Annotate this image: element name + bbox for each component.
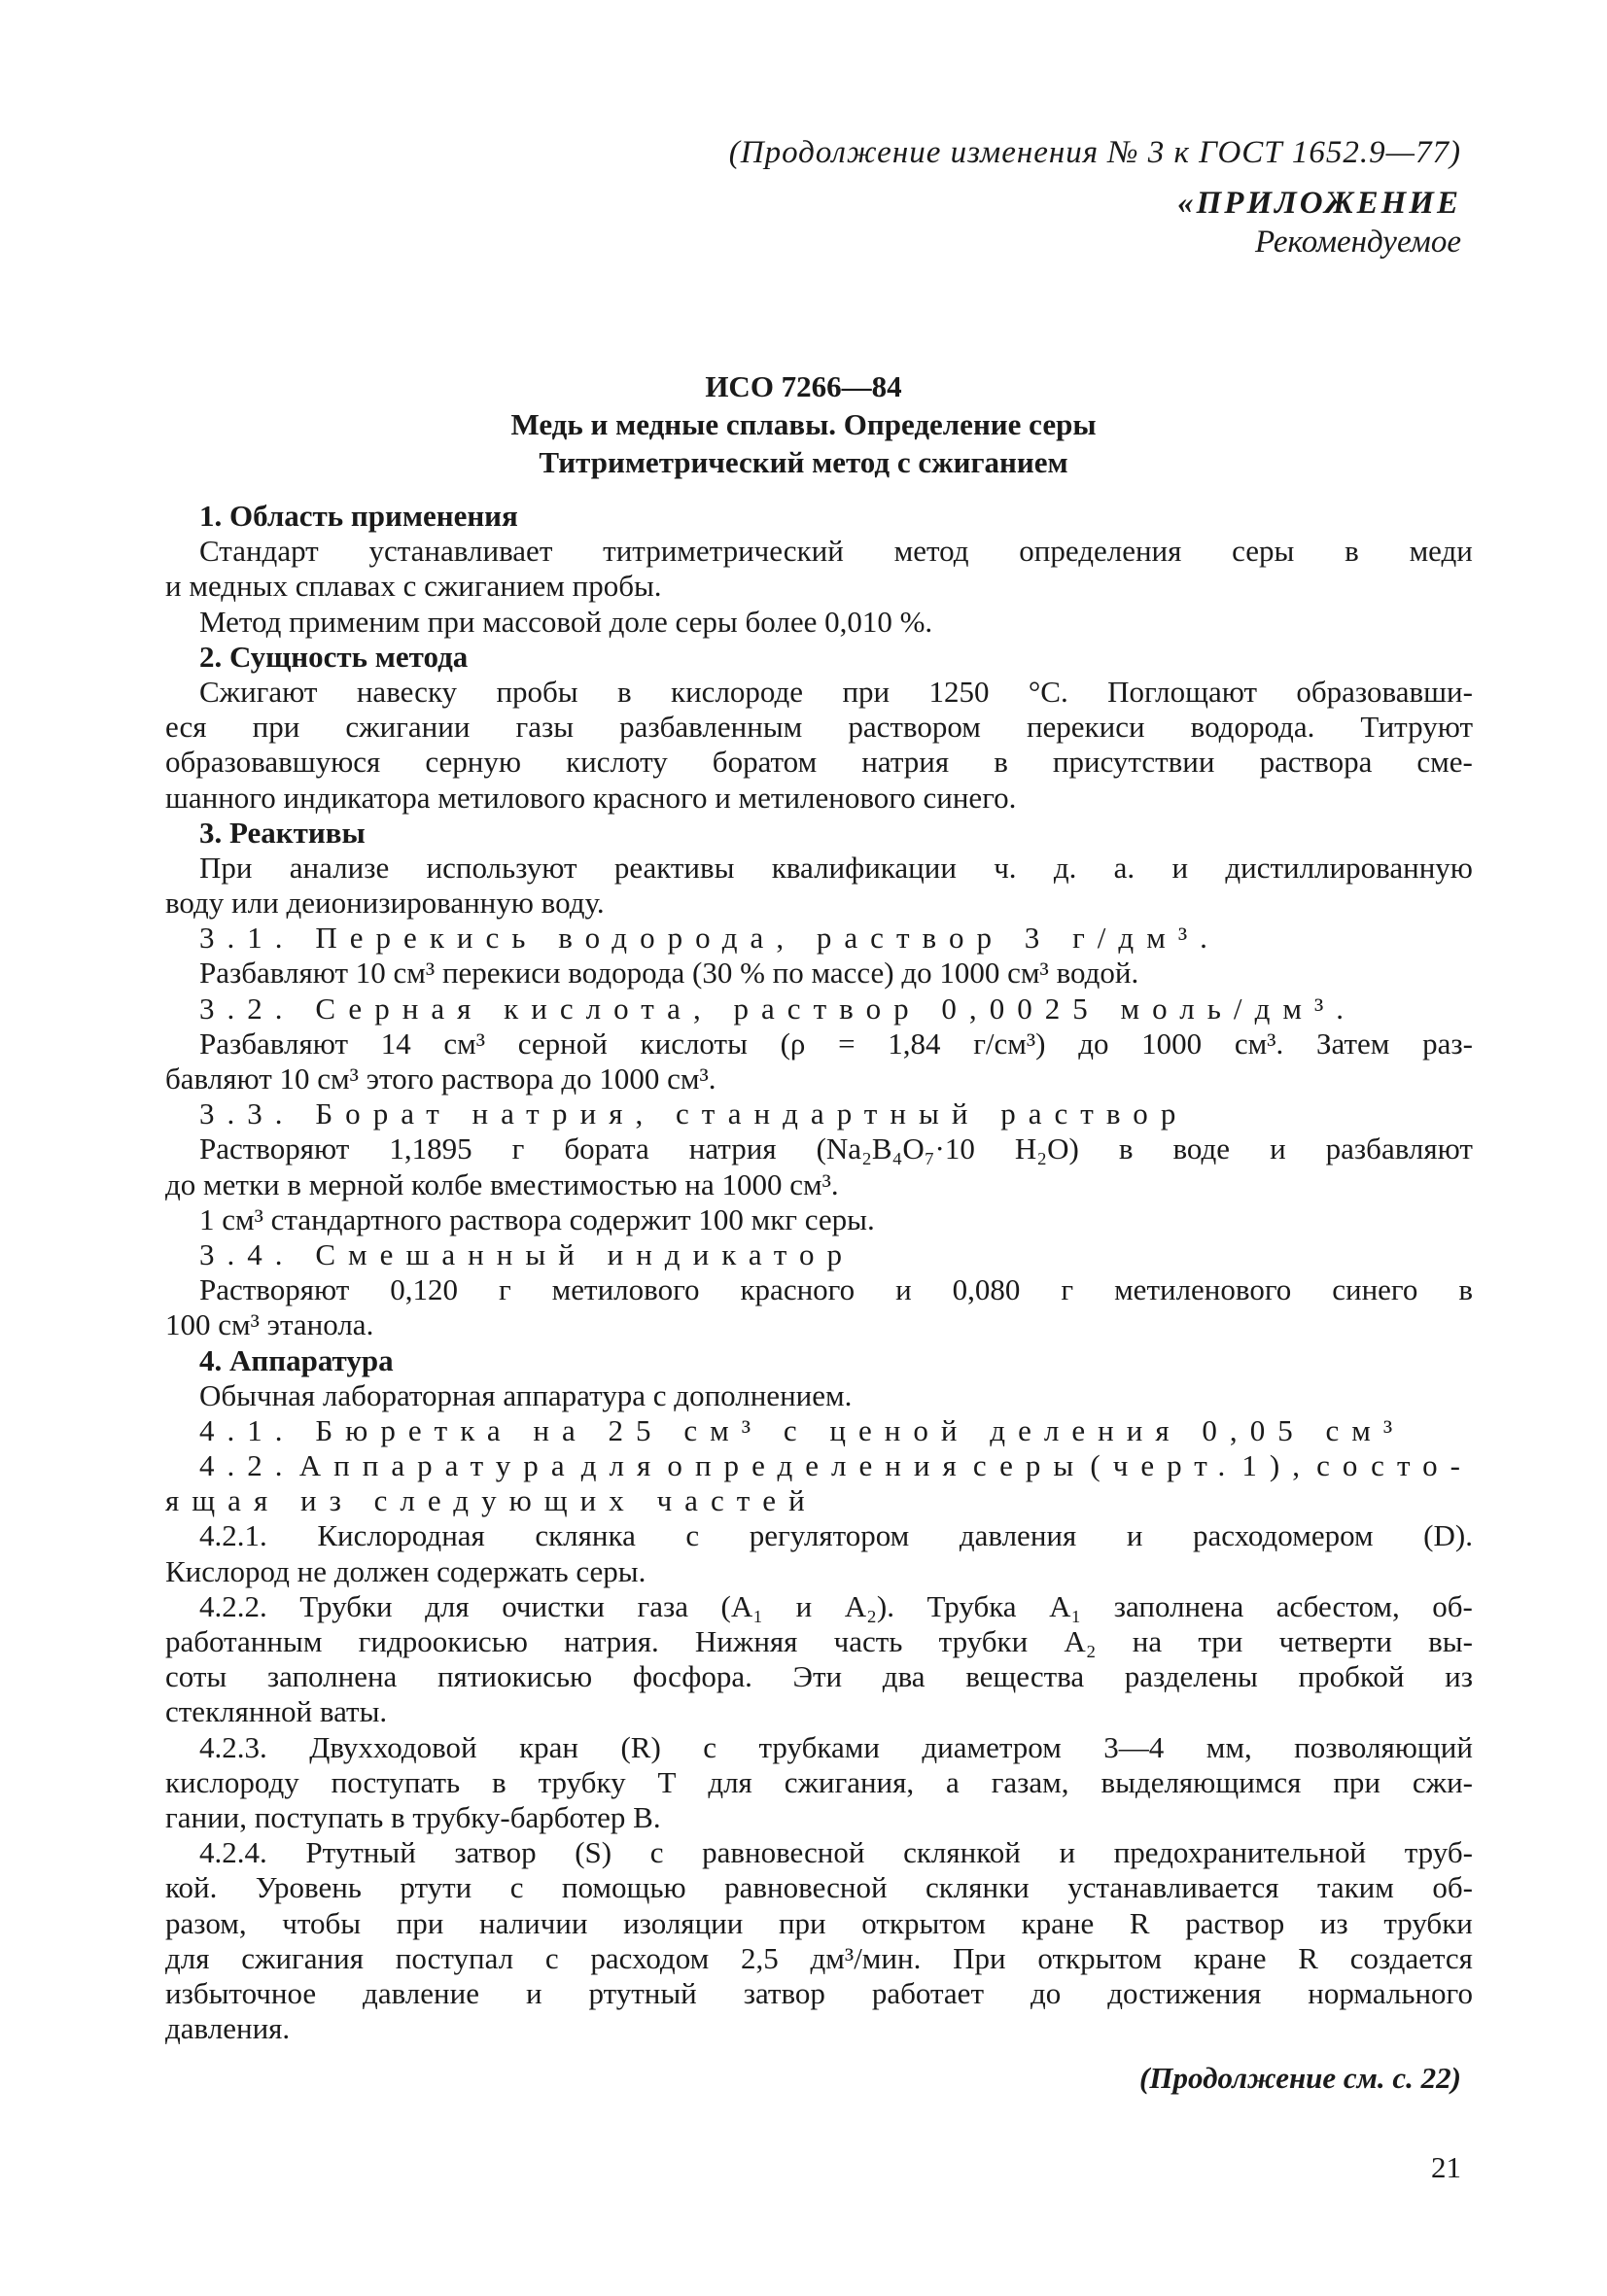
text-line xyxy=(165,1870,1473,1905)
word: Разбавляют xyxy=(199,1026,349,1061)
word: в xyxy=(617,674,632,709)
word: кране xyxy=(1021,1905,1095,1940)
word: в xyxy=(994,745,1008,780)
line-text: 3.1. Перекись водорода, раствор 3 г/дм³. xyxy=(199,921,1220,956)
word: из xyxy=(1445,1659,1473,1694)
text-line xyxy=(165,1976,1473,2011)
word: регулятором xyxy=(749,1518,910,1553)
word: Титруют xyxy=(1360,710,1473,745)
word: и xyxy=(795,1588,813,1623)
text-line xyxy=(165,1941,1473,1976)
word: разбавляют xyxy=(1325,1131,1473,1166)
word: °С. xyxy=(1028,674,1068,709)
word: трубками xyxy=(758,1729,880,1764)
word: д. xyxy=(1053,850,1077,885)
word: заполнена xyxy=(266,1659,398,1694)
text-line xyxy=(165,534,1473,569)
word: устанавливает xyxy=(368,534,553,569)
word: При xyxy=(953,1940,1006,1975)
word: раствором xyxy=(848,710,981,745)
section-heading xyxy=(165,499,1473,534)
word: серы xyxy=(1232,534,1295,569)
word: трубку xyxy=(538,1764,626,1799)
word: равновесной xyxy=(702,1835,865,1870)
word: (S) xyxy=(575,1835,612,1870)
word: натрия. xyxy=(564,1624,659,1658)
word: Ртутный xyxy=(305,1835,416,1870)
line-text: 4. Аппаратура xyxy=(199,1342,394,1377)
text-line xyxy=(165,1659,1473,1694)
text-line xyxy=(165,1448,1473,1483)
word: на xyxy=(1132,1624,1163,1658)
word: изоляции xyxy=(623,1905,744,1940)
word: 1,84 xyxy=(888,1026,941,1061)
continuation-footer: (Продолжение см. с. 22) xyxy=(1139,2061,1461,2095)
word: гидроокисью xyxy=(358,1624,528,1658)
word: для xyxy=(580,1448,664,1483)
word: г/см³) xyxy=(973,1026,1046,1061)
word: Затем xyxy=(1315,1026,1390,1061)
word: раствора xyxy=(1259,745,1373,780)
word: разделены xyxy=(1124,1659,1258,1694)
word: при xyxy=(842,674,891,709)
continuation-header: (Продолжение изменения № 3 к ГОСТ 1652.9—77) xyxy=(728,135,1461,170)
word: до xyxy=(1078,1026,1109,1061)
word: а. xyxy=(1113,850,1135,885)
word: Аппаратура xyxy=(298,1448,577,1483)
word: для xyxy=(425,1588,470,1623)
text-line xyxy=(165,1624,1473,1659)
word: труб- xyxy=(1404,1835,1473,1870)
word: кислоту xyxy=(566,745,668,780)
text-line xyxy=(165,1167,1473,1202)
word: затвор xyxy=(743,1975,825,2010)
word: в xyxy=(492,1764,507,1799)
word: мм, xyxy=(1205,1729,1252,1764)
section-heading xyxy=(165,816,1473,851)
word: газам, xyxy=(991,1764,1069,1799)
text-line xyxy=(165,1026,1473,1061)
word: вы- xyxy=(1428,1624,1473,1658)
word: метиленового xyxy=(1114,1272,1292,1307)
word: соты xyxy=(165,1659,227,1694)
word: состо- xyxy=(1316,1448,1473,1483)
word: часть xyxy=(833,1624,903,1658)
line-text: шанного индикатора метилового красного и метиленового синего. xyxy=(165,780,1017,815)
line-text: 3.4. Смешанный индикатор xyxy=(199,1236,855,1271)
appendix-title: «ПРИЛОЖЕНИЕ xyxy=(1177,186,1461,221)
text-line xyxy=(165,569,1473,604)
line-text: и медных сплавах с сжиганием пробы. xyxy=(165,569,662,604)
text-line xyxy=(165,1730,1473,1765)
line-text: давления. xyxy=(165,2011,291,2046)
word: боратом xyxy=(712,745,818,780)
word: пробкой xyxy=(1298,1659,1405,1694)
word: об- xyxy=(1432,1588,1473,1623)
word: (R) xyxy=(620,1729,661,1764)
word: метилового xyxy=(551,1272,700,1307)
word: склянка xyxy=(535,1518,636,1553)
word: дистиллированную xyxy=(1225,850,1473,885)
text-line xyxy=(165,1835,1473,1870)
word: = xyxy=(838,1026,856,1061)
page-number: 21 xyxy=(1431,2150,1461,2184)
line-text: Метод применим при массовой доле серы более 0,010 %. xyxy=(199,604,933,639)
word: два xyxy=(882,1659,926,1694)
word: асбестом, xyxy=(1275,1588,1400,1623)
word: Поглощают xyxy=(1107,674,1258,709)
appendix-subtitle: Рекомендуемое xyxy=(1254,225,1461,260)
line-text: 1 см³ стандартного раствора содержит 100 мкг серы. xyxy=(199,1201,875,1236)
word: Двухходовой xyxy=(309,1729,477,1764)
text-line xyxy=(165,1518,1473,1553)
line-text: 1. Область применения xyxy=(199,499,518,533)
word: трубки xyxy=(938,1624,1029,1658)
line-text: до метки в мерной колбе вместимостью на 1000 см³. xyxy=(165,1166,839,1201)
word: (ρ xyxy=(780,1026,806,1061)
line-text: Разбавляют 10 см³ перекиси водорода (30 % по массе) до 1000 см³ водой. xyxy=(199,956,1139,991)
word: H₂O) xyxy=(1014,1131,1079,1166)
word: ртути xyxy=(400,1870,472,1905)
text-line xyxy=(165,1061,1473,1096)
word: и xyxy=(1126,1518,1143,1553)
text-line xyxy=(165,956,1473,991)
word: 1250 xyxy=(928,674,990,709)
line-text: 3. Реактивы xyxy=(199,815,366,850)
word: Трубки xyxy=(299,1588,393,1623)
word: Уровень xyxy=(255,1870,362,1905)
word: A₁ xyxy=(1049,1588,1082,1623)
word: об- xyxy=(1432,1870,1473,1905)
text-line xyxy=(165,781,1473,816)
word: перекиси xyxy=(1026,710,1145,745)
word: очистки xyxy=(502,1588,606,1623)
word: и xyxy=(1171,850,1189,885)
word: сжигании xyxy=(345,710,471,745)
text-line xyxy=(165,1131,1473,1166)
word: сжигания xyxy=(241,1940,364,1975)
word: достижения xyxy=(1107,1975,1262,2010)
text-line xyxy=(165,1272,1473,1307)
word: Эти xyxy=(792,1659,843,1694)
word: воде xyxy=(1172,1131,1231,1166)
word: поступал xyxy=(395,1940,514,1975)
word: синего xyxy=(1332,1272,1418,1307)
word: выделяющимся xyxy=(1100,1764,1302,1799)
word: титриметрический xyxy=(603,534,844,569)
word: Растворяют xyxy=(199,1272,350,1307)
text-line xyxy=(165,1554,1473,1589)
word: (Na₂B₄O₇·10 xyxy=(816,1131,975,1166)
word: см³. xyxy=(1234,1026,1284,1061)
word: квалификации xyxy=(771,850,957,885)
word: в xyxy=(1118,1131,1134,1166)
word: при xyxy=(778,1905,826,1940)
word: предохранительной xyxy=(1113,1835,1367,1870)
word: устанавливается xyxy=(1067,1870,1279,1905)
word: для xyxy=(708,1764,752,1799)
text-line xyxy=(165,921,1473,956)
word: водорода. xyxy=(1190,710,1315,745)
word: образовавши- xyxy=(1296,674,1473,709)
word: для xyxy=(165,1940,210,1975)
word: сжи- xyxy=(1412,1764,1473,1799)
word: расходом xyxy=(590,1940,710,1975)
word: кране xyxy=(1193,1940,1267,1975)
word: ртутный xyxy=(588,1975,697,2010)
line-text: стеклянной ваты. xyxy=(165,1694,388,1729)
text-line xyxy=(165,851,1473,886)
text-line xyxy=(165,1589,1473,1624)
text-line xyxy=(165,991,1473,1026)
word: меди xyxy=(1409,534,1473,569)
word: избыточное xyxy=(165,1975,317,2010)
word: 4.2.2. xyxy=(199,1588,267,1623)
word: навеску xyxy=(356,674,458,709)
word: пробы xyxy=(496,674,578,709)
word: Стандарт xyxy=(199,534,319,569)
word: натрия xyxy=(688,1131,777,1166)
word: A₂ xyxy=(1064,1624,1097,1658)
word: четверти xyxy=(1278,1624,1392,1658)
text-line xyxy=(165,1694,1473,1729)
word: помощью xyxy=(561,1870,686,1905)
word: сме- xyxy=(1416,745,1473,780)
word: Сжигают xyxy=(199,674,318,709)
word: сжигания, xyxy=(784,1764,915,1799)
word: поступать xyxy=(331,1764,461,1799)
word: при xyxy=(252,710,300,745)
word: серы xyxy=(972,1448,1087,1483)
word: склянки xyxy=(925,1870,1030,1905)
line-text: Кислород не должен содержать серы. xyxy=(165,1553,646,1588)
word: натрия xyxy=(861,745,950,780)
word: газа xyxy=(637,1588,689,1623)
word: метод xyxy=(893,534,969,569)
word: кислоты xyxy=(640,1026,748,1061)
line-text: 3.2. Серная кислота, раствор 0,0025 моль/дм³. xyxy=(199,991,1357,1026)
word: таким xyxy=(1316,1870,1394,1905)
word: заполнена xyxy=(1113,1588,1244,1623)
word: с xyxy=(703,1729,717,1764)
text-line xyxy=(165,1096,1473,1131)
word: R xyxy=(1298,1940,1318,1975)
word: красного xyxy=(740,1272,856,1307)
word: Трубка xyxy=(926,1588,1017,1623)
word: при xyxy=(396,1905,444,1940)
word: пятиокисью xyxy=(437,1659,593,1694)
standard-number: ИСО 7266—84 xyxy=(705,369,902,403)
body-text xyxy=(165,499,1473,2046)
word: открытом xyxy=(861,1905,986,1940)
word: из xyxy=(1319,1905,1348,1940)
line-text: 100 см³ этанола. xyxy=(165,1307,374,1342)
text-line xyxy=(165,2011,1473,2046)
line-text: Обычная лабораторная аппаратура с дополнением. xyxy=(199,1377,853,1412)
word: с xyxy=(685,1518,700,1553)
line-text: воду или деионизированную воду. xyxy=(165,886,605,921)
word: 1), xyxy=(1241,1448,1312,1483)
word: разбавленным xyxy=(619,710,803,745)
word: вещества xyxy=(965,1659,1085,1694)
text-line xyxy=(165,1378,1473,1413)
text-line xyxy=(165,745,1473,780)
line-text: 3.3. Борат натрия, стандартный раствор xyxy=(199,1096,1189,1131)
word: раствор xyxy=(1185,1905,1285,1940)
word: фосфора. xyxy=(632,1659,752,1694)
word: а xyxy=(946,1764,960,1799)
word: г xyxy=(1061,1272,1074,1307)
text-line xyxy=(165,1413,1473,1448)
word: кой. xyxy=(165,1870,218,1905)
word: 0,120 xyxy=(390,1272,459,1307)
section-heading xyxy=(165,1343,1473,1378)
text-line xyxy=(165,710,1473,745)
word: склянкой xyxy=(903,1835,1021,1870)
word: 4.2.1. xyxy=(199,1518,267,1553)
text-line xyxy=(165,675,1473,710)
word: давление xyxy=(363,1975,479,2010)
word: наличии xyxy=(479,1905,588,1940)
document-title-block xyxy=(0,367,1607,481)
word: кислороде xyxy=(671,674,804,709)
word: Кислородная xyxy=(317,1518,485,1553)
word: Нижняя xyxy=(694,1624,798,1658)
word: определения xyxy=(667,1448,969,1483)
word: г xyxy=(511,1131,525,1166)
word: нормального xyxy=(1308,1975,1473,2010)
text-line xyxy=(165,1800,1473,1835)
word: три xyxy=(1198,1624,1243,1658)
word: затвор xyxy=(454,1835,537,1870)
word: 2,5 xyxy=(741,1940,779,1975)
word: и xyxy=(895,1272,912,1307)
word: еся xyxy=(165,710,207,745)
word: с xyxy=(544,1940,559,1975)
word: кран xyxy=(519,1729,579,1764)
word: (D). xyxy=(1423,1518,1473,1553)
word: бората xyxy=(564,1131,649,1166)
word: образовавшуюся xyxy=(165,745,381,780)
line-text: гании, поступать в трубку-барботер B. xyxy=(165,1799,661,1834)
word: открытом xyxy=(1037,1940,1163,1975)
text-line xyxy=(165,1202,1473,1237)
word: см³ xyxy=(443,1026,486,1061)
word: с xyxy=(649,1835,664,1870)
word: работанным xyxy=(165,1624,323,1658)
word: диаметром xyxy=(922,1729,1062,1764)
word: 14 xyxy=(380,1026,411,1061)
word: и xyxy=(1059,1835,1076,1870)
word: 1000 xyxy=(1141,1026,1203,1061)
word: в xyxy=(1345,534,1359,569)
word: создается xyxy=(1349,1940,1473,1975)
word: При xyxy=(199,850,253,885)
text-line xyxy=(165,1307,1473,1342)
word: определения xyxy=(1019,534,1182,569)
text-line xyxy=(165,1906,1473,1941)
word: 4.2.3. xyxy=(199,1729,267,1764)
word: реактивы xyxy=(613,850,735,885)
word: работает xyxy=(871,1975,984,2010)
word: кислороду xyxy=(165,1764,299,1799)
word: дм³/мин. xyxy=(810,1940,922,1975)
word: 1,1895 xyxy=(389,1131,472,1166)
line-text: 2. Сущность метода xyxy=(199,639,469,674)
word: давления xyxy=(959,1518,1077,1553)
word: 3—4 xyxy=(1103,1729,1165,1764)
word: газы xyxy=(515,710,575,745)
line-text: 4.1. Бюретка на 25 см³ с ценой деления 0,05 см³ xyxy=(199,1412,1406,1447)
word: Растворяют xyxy=(199,1131,350,1166)
word: и xyxy=(525,1975,542,2010)
word: 4.2. xyxy=(199,1448,296,1483)
word: чтобы xyxy=(282,1905,362,1940)
section-heading xyxy=(165,640,1473,675)
word: с xyxy=(509,1870,524,1905)
text-line xyxy=(165,1483,1473,1518)
word: расходомером xyxy=(1192,1518,1374,1553)
word: серной xyxy=(517,1026,608,1061)
word: используют xyxy=(426,850,577,885)
line-text: бавляют 10 см³ этого раствора до 1000 см³. xyxy=(165,1061,716,1096)
word: 0,080 xyxy=(952,1272,1021,1307)
text-line xyxy=(165,605,1473,640)
word: анализе xyxy=(289,850,390,885)
word: трубки xyxy=(1383,1905,1473,1940)
word: позволяющий xyxy=(1294,1729,1473,1764)
word: до xyxy=(1030,1975,1062,2010)
text-line xyxy=(165,886,1473,921)
title-line-2: Титриметрический метод с сжиганием xyxy=(539,445,1068,479)
word: г xyxy=(498,1272,511,1307)
word: раз- xyxy=(1422,1026,1473,1061)
word: T xyxy=(657,1764,677,1799)
word: и xyxy=(1270,1131,1286,1166)
text-line xyxy=(165,1765,1473,1800)
word: равновесной xyxy=(724,1870,888,1905)
word: серную xyxy=(425,745,522,780)
word: 4.2.4. xyxy=(199,1835,267,1870)
word: разом, xyxy=(165,1905,247,1940)
word: (черт. xyxy=(1090,1448,1239,1483)
word: присутствии xyxy=(1052,745,1215,780)
line-text: ящая из следующих частей xyxy=(165,1483,818,1518)
word: R xyxy=(1129,1905,1150,1940)
word: A₂). xyxy=(844,1588,894,1623)
word: (A₁ xyxy=(720,1588,764,1623)
word: ч. xyxy=(994,850,1017,885)
title-line-1: Медь и медные сплавы. Определение серы xyxy=(510,407,1097,441)
word: в xyxy=(1458,1272,1473,1307)
word: при xyxy=(1333,1764,1381,1799)
text-line xyxy=(165,1237,1473,1272)
